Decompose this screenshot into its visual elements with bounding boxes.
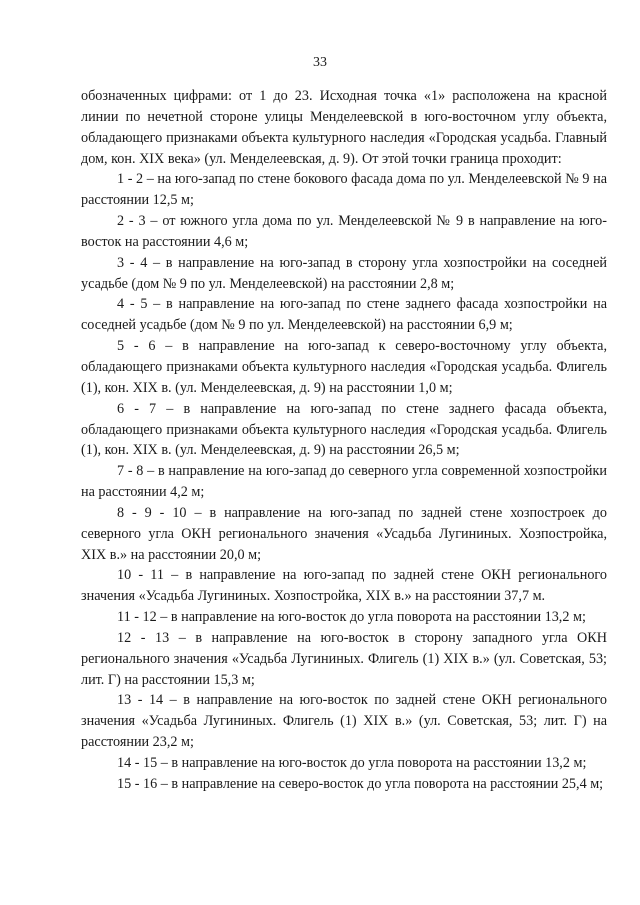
boundary-segment-3-4: 3 - 4 – в направление на юго-запад в сторону угла хозпостройки на соседней усадьбе (дом № 9 по ул. Менделеевской) на расстоянии 2,8 м; (81, 254, 607, 292)
page-number: 33 (313, 55, 327, 70)
boundary-segment-4-5: 4 - 5 – в направление на юго-запад по стене заднего фасада хозпостройки на соседней усадьбе (дом № 9 по ул. Менделеевской) на расстоянии 6,9 м; (81, 296, 607, 334)
body-text (81, 86, 607, 795)
boundary-segment-13-14: 13 - 14 – в направление на юго-восток по задней стене ОКН регионального значения «Усадьба Лугининых. Флигель (1) XIX в.» (ул. Советская, 53; лит. Г) на расстоянии 23,2 м; (81, 692, 607, 751)
boundary-segment-12-13: 12 - 13 – в направление на юго-восток в сторону западного угла ОКН регионального значения «Усадьба Лугининых. Флигель (1) XIX в.» (ул. Советская, 53; лит. Г) на расстоянии 15,3 м; (81, 629, 607, 688)
boundary-segment-1-2: 1 - 2 – на юго-запад по стене бокового фасада дома по ул. Менделеевской № 9 на расстоянии 12,5 м; (81, 171, 607, 209)
boundary-segment-2-3: 2 - 3 – от южного угла дома по ул. Менделеевской № 9 в направление на юго-восток на расстоянии 4,6 м; (81, 213, 607, 250)
boundary-segment-8-10: 8 - 9 - 10 – в направление на юго-запад по задней стене хозпостроек до северного угла ОКН регионального значения «Усадьба Лугининых. Хозпостройка, XIX в.» на расстоянии 20,0 м; (81, 504, 607, 563)
boundary-segment-10-11: 10 - 11 – в направление на юго-запад по задней стене ОКН регионального значения «Усадьба Лугининых. Хозпостройка, XIX в.» на расстоянии 37,7 м. (81, 567, 607, 605)
boundary-segment-15-16: 15 - 16 – в направление на северо-восток до угла поворота на расстоянии 25,4 м; (117, 775, 604, 792)
boundary-segment-7-8: 7 - 8 – в направление на юго-запад до северного угла современной хозпостройки на расстоянии 4,2 м; (81, 463, 607, 501)
boundary-segment-14-15: 14 - 15 – в направление на юго-восток до угла поворота на расстоянии 13,2 м; (117, 755, 587, 771)
intro-paragraph: обозначенных цифрами: от 1 до 23. Исходная точка «1» расположена на красной линии по нечетной стороне улицы Менделеевской в юго-восточном углу объекта, обладающего признаками объекта культурного наследия «Городская усадьба. Главный дом, кон. XIX века» (ул. Менделеевская, д. 9). От этой точки граница проходит: (81, 88, 607, 167)
boundary-segment-6-7: 6 - 7 – в направление на юго-запад по стене заднего фасада объекта, обладающего признаками объекта культурного наследия «Городская усадьба. Флигель (1), кон. XIX в. (ул. Менделеевская, д. 9) на расстоянии 26,5 м; (81, 400, 607, 459)
boundary-segment-5-6: 5 - 6 – в направление на юго-запад к северо-восточному углу объекта, обладающего признаками объекта культурного наследия «Городская усадьба. Флигель (1), кон. XIX в. (ул. Менделеевская, д. 9) на расстоянии 1,0 м; (81, 338, 607, 396)
boundary-segment-11-12: 11 - 12 – в направление на юго-восток до угла поворота на расстоянии 13,2 м; (117, 609, 586, 626)
